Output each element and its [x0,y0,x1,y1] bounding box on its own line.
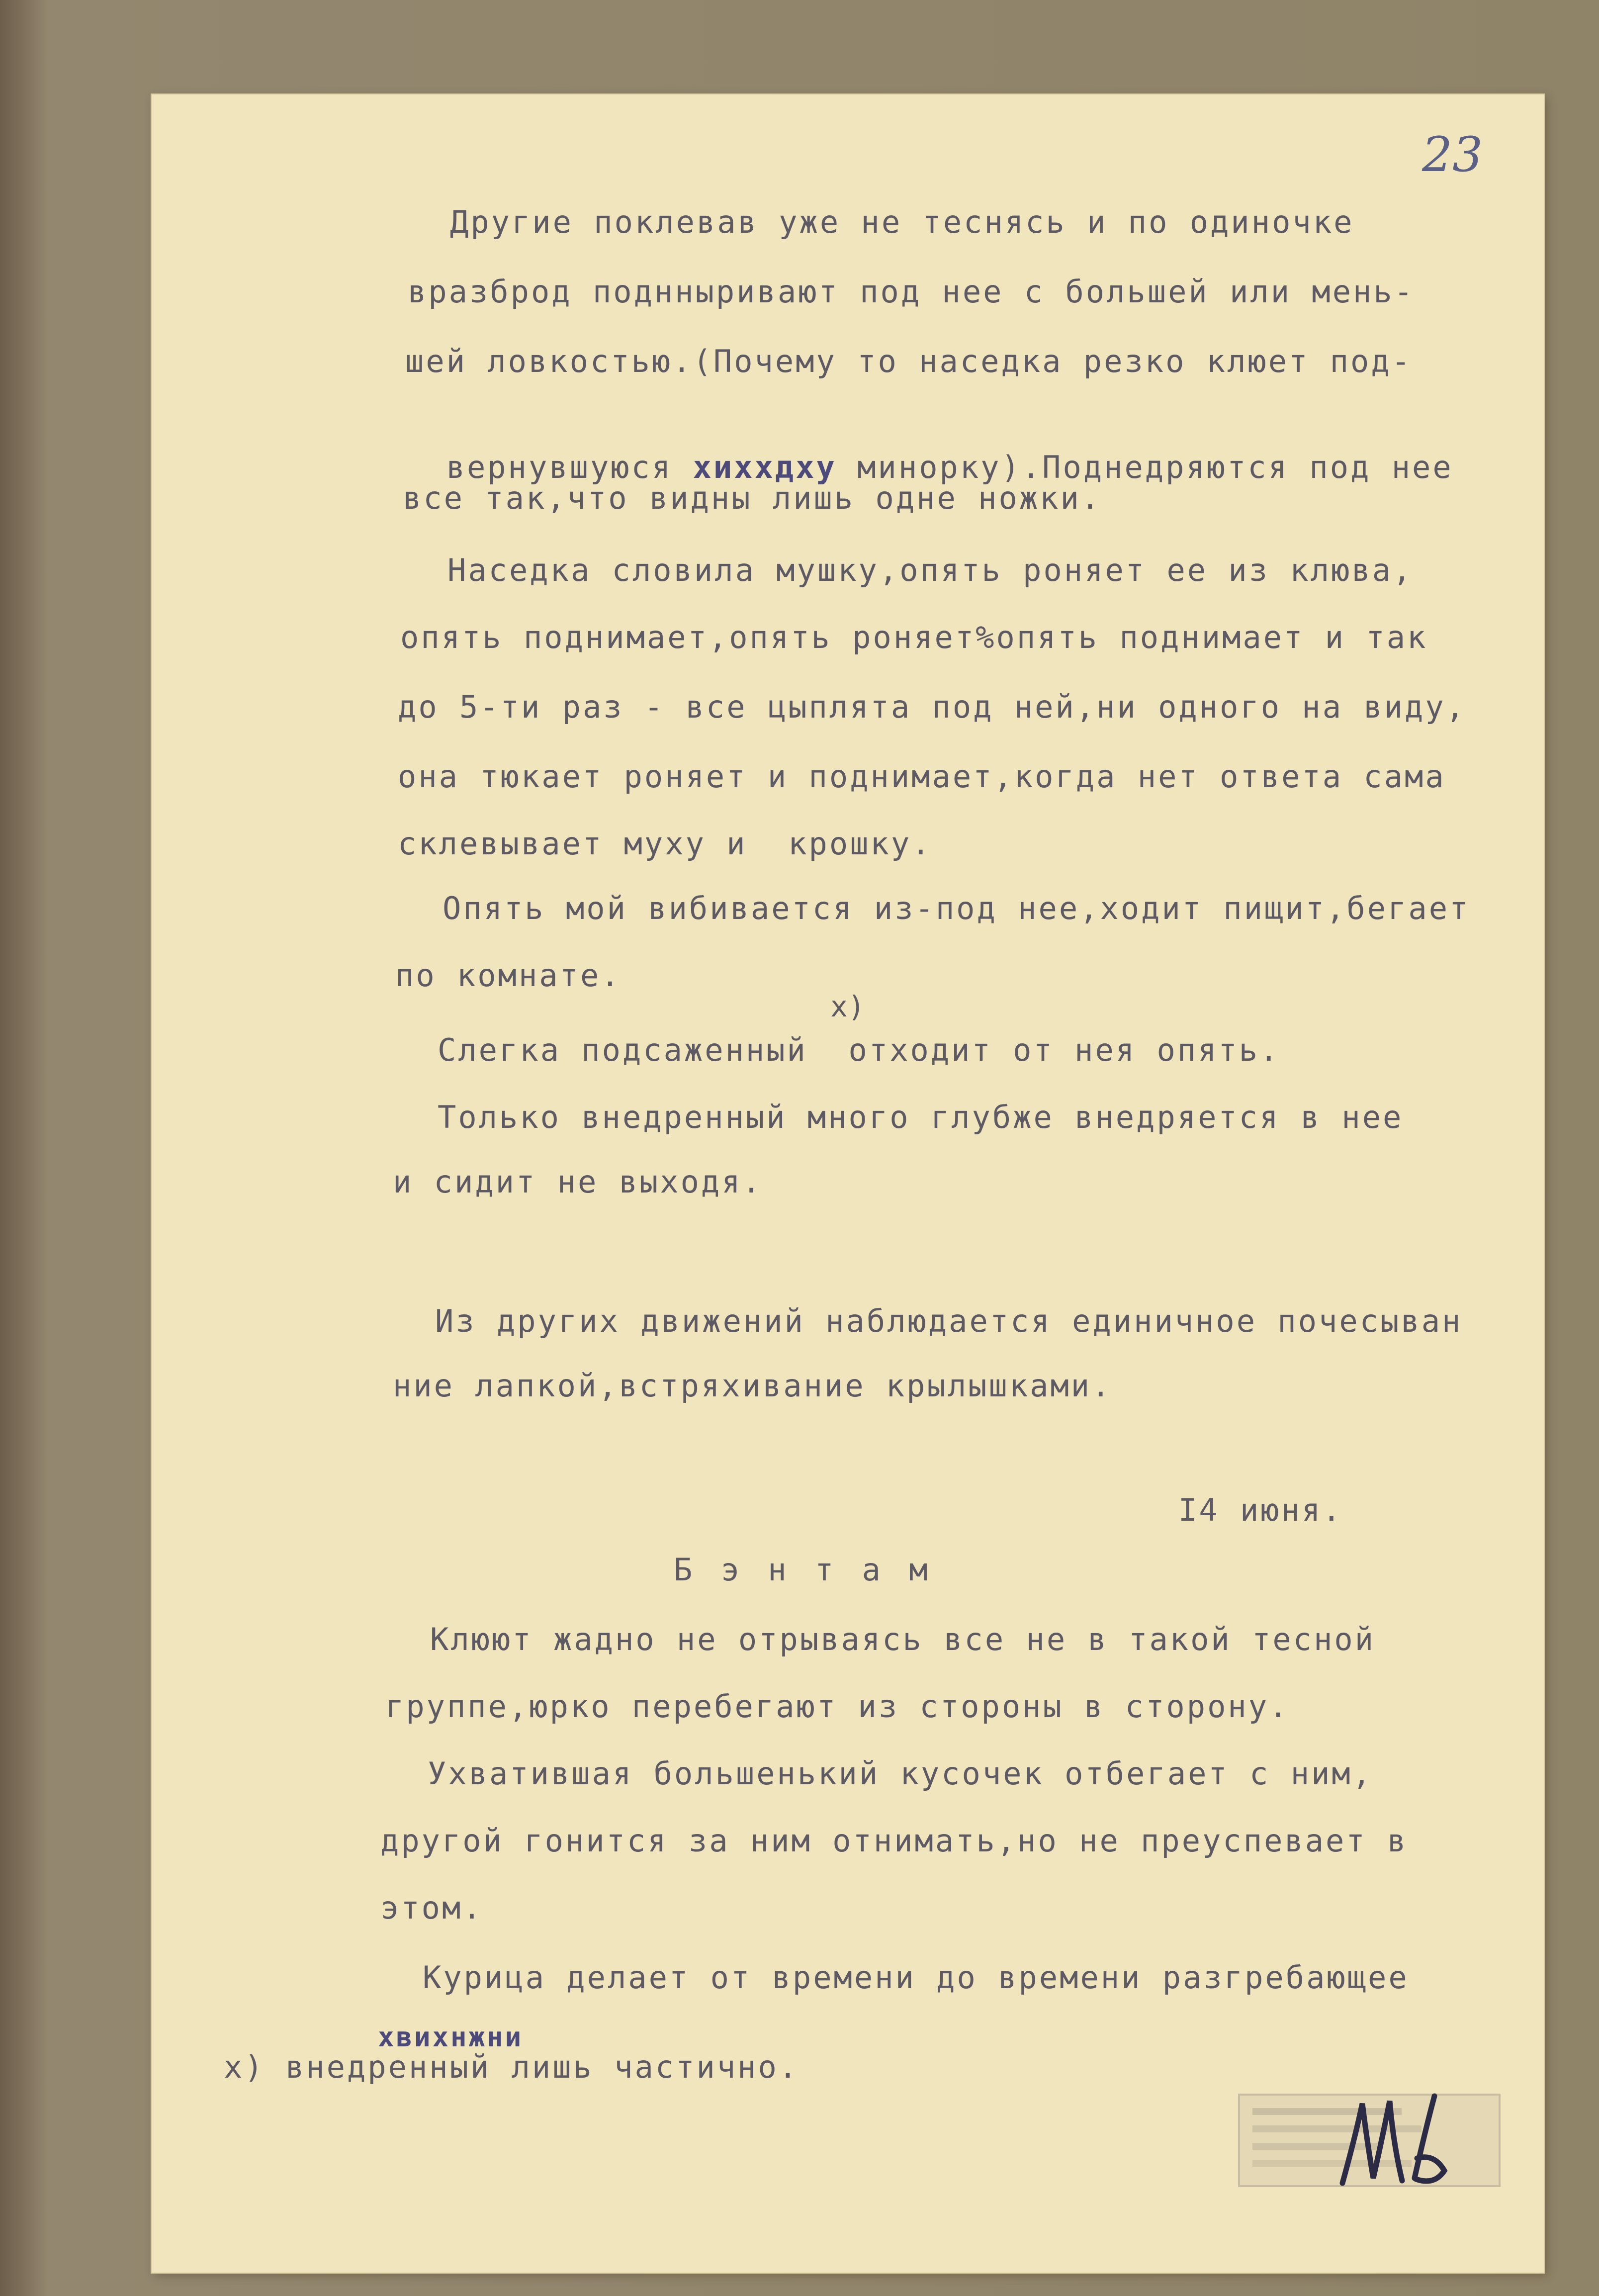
text-line: Слегка подсаженный отходит от нея опять. [438,1032,1280,1068]
text-line: Опять мой вибивается из-под нее,ходит пищит,бегает [443,890,1470,926]
text-line: ние лапкой,встряхивание крылышками. [393,1368,1112,1404]
text-line: и сидит не выходя. [393,1164,763,1200]
text-line: вразброд поднныривают под нее с большей или мень- [408,274,1415,310]
footnote-marker: х) [830,990,865,1023]
text-line-with-strikeout [405,413,1453,485]
text-line: Из других движений наблюдается единичное почесыван [435,1303,1463,1339]
entry-date: I4 июня. [1178,1492,1343,1528]
text-line: этом. [380,1890,483,1926]
text-line: Наседка словила мушку,опять роняет ее из клюва, [447,552,1414,588]
text-line: Клюют жадно не отрываясь все не в такой тесной [430,1621,1376,1657]
text-line: Ухватившая большенький кусочек отбегает с ним, [428,1755,1373,1792]
text-line: опять поднимает,опять роняет%опять поднимает и так [400,619,1428,655]
text-line: Другие поклевав уже не теснясь и по одиночке [450,204,1354,240]
text-fragment: минорку).Поднедряются под нее [836,449,1453,485]
text-line: шей ловкостью.(Почему то наседка резко клюет под- [405,343,1413,379]
page-number: 23 [1422,127,1483,183]
section-title: Б э н т а м [674,1552,933,1588]
text-line: другой гонится за ним отнимать,но не преуспевает в [380,1823,1408,1859]
footnote: х) внедренный лишь частично. [224,2049,800,2085]
struck-out-word: хвихнжни [378,2021,524,2053]
text-line: до 5-ти раз - все цыплята под ней,ни одного на виду, [398,689,1467,725]
text-line: группе,юрко перебегают из стороны в сторону. [385,1688,1290,1725]
text-line: Только внедренный много глубже внедряется в нее [438,1099,1404,1135]
struck-out-word: хиххдху [693,449,837,485]
handwritten-folio-mark [1328,2084,1457,2198]
text-line: она тюкает роняет и поднимает,когда нет ответа сама [398,758,1446,795]
text-line: все так,что видны лишь одне ножки. [403,480,1102,516]
text-fragment: вернувшуюся [446,449,693,485]
text-line: склевывает муху и крошку. [398,826,932,862]
text-line: Курица делает от времени до времени разгребающее [423,1959,1409,1996]
text-line: по комнате. [395,957,622,994]
